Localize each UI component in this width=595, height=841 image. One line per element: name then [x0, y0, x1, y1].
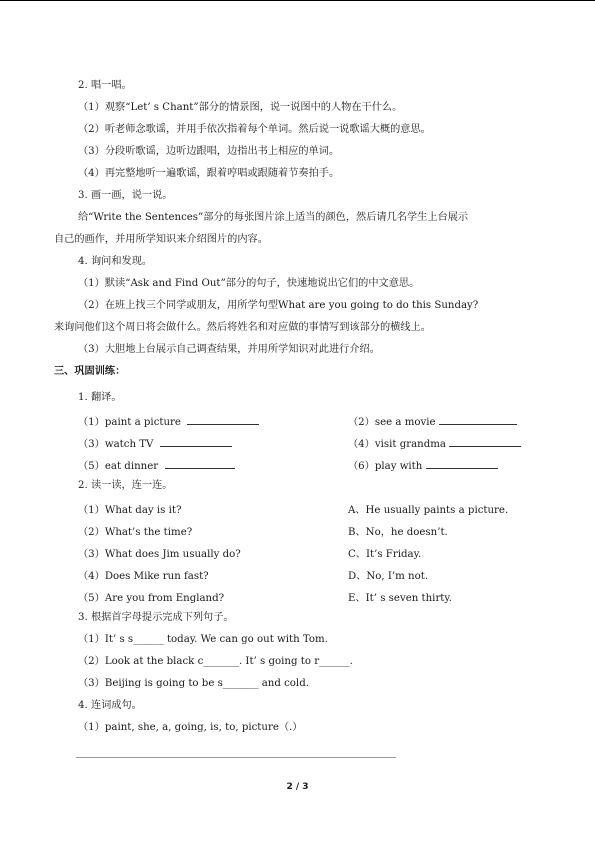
match-row	[78, 589, 544, 603]
match-question[interactable]: （1）What day is it?	[78, 505, 182, 516]
match-question[interactable]: （4）Does Mike run fast?	[78, 571, 209, 582]
ask-step-2a: （2）在班上找三个同学或朋友，用所学句型What are you going to do this Sunday?	[78, 300, 479, 311]
translate-item: （2）see a movie	[348, 413, 517, 428]
answer-blank[interactable]	[449, 437, 521, 447]
page-number: 2 / 3	[286, 782, 309, 792]
translate-item: （6）play with	[348, 457, 498, 472]
match-title: 2. 读一读，连一连。	[78, 480, 173, 491]
match-answer[interactable]: E、It’ s seven thirty.	[348, 593, 453, 604]
match-answer[interactable]: D、No, I’m not.	[348, 571, 429, 582]
match-question[interactable]: （2）What’s the time?	[78, 527, 193, 538]
translate-row	[78, 435, 544, 449]
answer-line[interactable]	[76, 757, 396, 758]
section-heading: 三、巩固训练：	[54, 366, 126, 377]
translate-row	[78, 413, 544, 427]
answer-blank[interactable]	[426, 459, 498, 469]
translate-title: 1. 翻译。	[78, 392, 122, 403]
match-row	[78, 501, 544, 515]
fill-item[interactable]: （3）Beijing is going to be s_______ and cold.	[78, 678, 309, 689]
translate-item: （4）visit grandma	[348, 435, 521, 450]
sing-step-4: （4）再完整地听一遍歌谣，跟着哼唱或跟随着节奏拍手。	[78, 168, 340, 179]
reorder-item: （1）paint, she, a, going, is, to, picture（.）	[78, 722, 303, 733]
translate-row	[78, 457, 544, 471]
fill-item[interactable]: （1）It’ s s______ today. We can go out with Tom.	[78, 634, 328, 645]
fill-item[interactable]: （2）Look at the black c_______. It’ s going to r______.	[78, 656, 353, 667]
draw-text-1: 给“Write the Sentences”部分的每张图片涂上适当的颜色，然后请几名学生上台展示	[78, 212, 469, 223]
match-answer[interactable]: C、It’s Friday.	[348, 549, 422, 560]
sing-step-3: （3）分段听歌谣，边听边跟唱，边指出书上相应的单词。	[78, 146, 340, 157]
reorder-title: 4. 连词成句。	[78, 700, 142, 711]
match-question[interactable]: （3）What does Jim usually do?	[78, 549, 241, 560]
draw-text-2: 自己的画作，并用所学知识来介绍图片的内容。	[54, 234, 268, 245]
fill-title: 3. 根据首字母提示完成下列句子。	[78, 612, 234, 623]
ask-step-2b: 来询问他们这个周日将会做什么。然后将姓名和对应做的事情写到该部分的横线上。	[54, 322, 431, 333]
sing-title: 2. 唱一唱。	[78, 80, 132, 91]
translate-item: （1）paint a picture	[78, 413, 259, 428]
top-rule	[0, 0, 595, 1]
answer-blank[interactable]	[165, 459, 235, 469]
answer-blank[interactable]	[439, 415, 517, 425]
sing-step-2: （2）听老师念歌谣，并用手依次指着每个单词。然后说一说歌谣大概的意思。	[78, 124, 431, 135]
match-answer[interactable]: B、No，he doesn’t.	[348, 527, 448, 538]
answer-blank[interactable]	[160, 437, 232, 447]
match-question[interactable]: （5）Are you from England?	[78, 593, 225, 604]
sing-step-1: （1）观察“Let’ s Chant”部分的情景图，说一说图中的人物在干什么。	[78, 102, 403, 113]
answer-blank[interactable]	[187, 415, 259, 425]
ask-step-1: （1）默读“Ask and Find Out”部分的句子，快速地说出它们的中文意思。	[78, 278, 420, 289]
ask-title: 4. 询问和发现。	[78, 256, 153, 267]
match-row	[78, 567, 544, 581]
draw-title: 3. 画一画，说一说。	[78, 190, 173, 201]
match-row	[78, 523, 544, 537]
match-answer[interactable]: A、He usually paints a picture.	[348, 505, 509, 516]
translate-item: （3）watch TV	[78, 435, 232, 450]
ask-step-3: （3）大胆地上台展示自己调查结果，并用所学知识对此进行介绍。	[78, 344, 380, 355]
translate-item: （5）eat dinner	[78, 457, 235, 472]
match-row	[78, 545, 544, 559]
